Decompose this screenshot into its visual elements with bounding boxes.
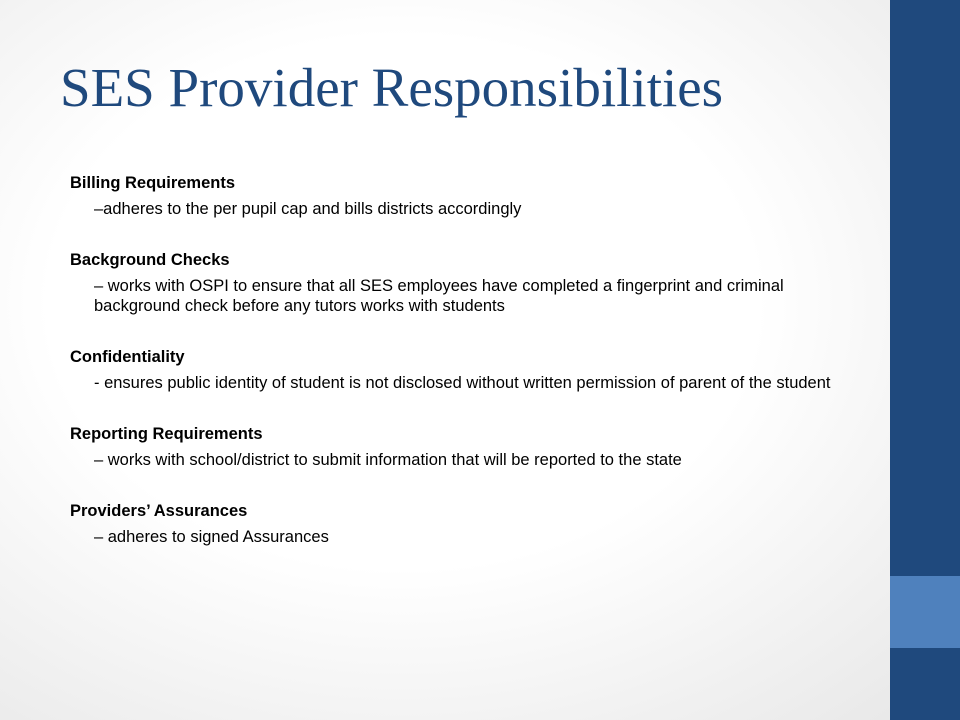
- section-detail: - ensures public identity of student is not disclosed without written permission of parent of the student: [94, 374, 831, 392]
- section-billing: [70, 172, 840, 219]
- section-reporting: [70, 423, 840, 470]
- section-heading: Providers’ Assurances: [70, 502, 248, 520]
- section-background-checks: [70, 249, 840, 316]
- slide-title: SES Provider Responsibilities: [60, 57, 724, 118]
- section-heading: Background Checks: [70, 251, 230, 269]
- section-detail: – adheres to signed Assurances: [94, 528, 329, 546]
- section-confidentiality: [70, 346, 840, 393]
- section-detail: – works with OSPI to ensure that all SES employees have completed a fingerprint and criminal background check before any tutors works with students: [94, 277, 784, 315]
- section-detail: – works with school/district to submit information that will be reported to the state: [94, 451, 682, 469]
- section-detail: –adheres to the per pupil cap and bills districts accordingly: [94, 200, 522, 218]
- section-heading: Reporting Requirements: [70, 425, 263, 443]
- section-heading: Confidentiality: [70, 348, 185, 366]
- slide-content: [70, 172, 840, 577]
- section-heading: Billing Requirements: [70, 174, 236, 192]
- section-assurances: [70, 500, 840, 547]
- sidebar-accent-bar: [890, 576, 960, 648]
